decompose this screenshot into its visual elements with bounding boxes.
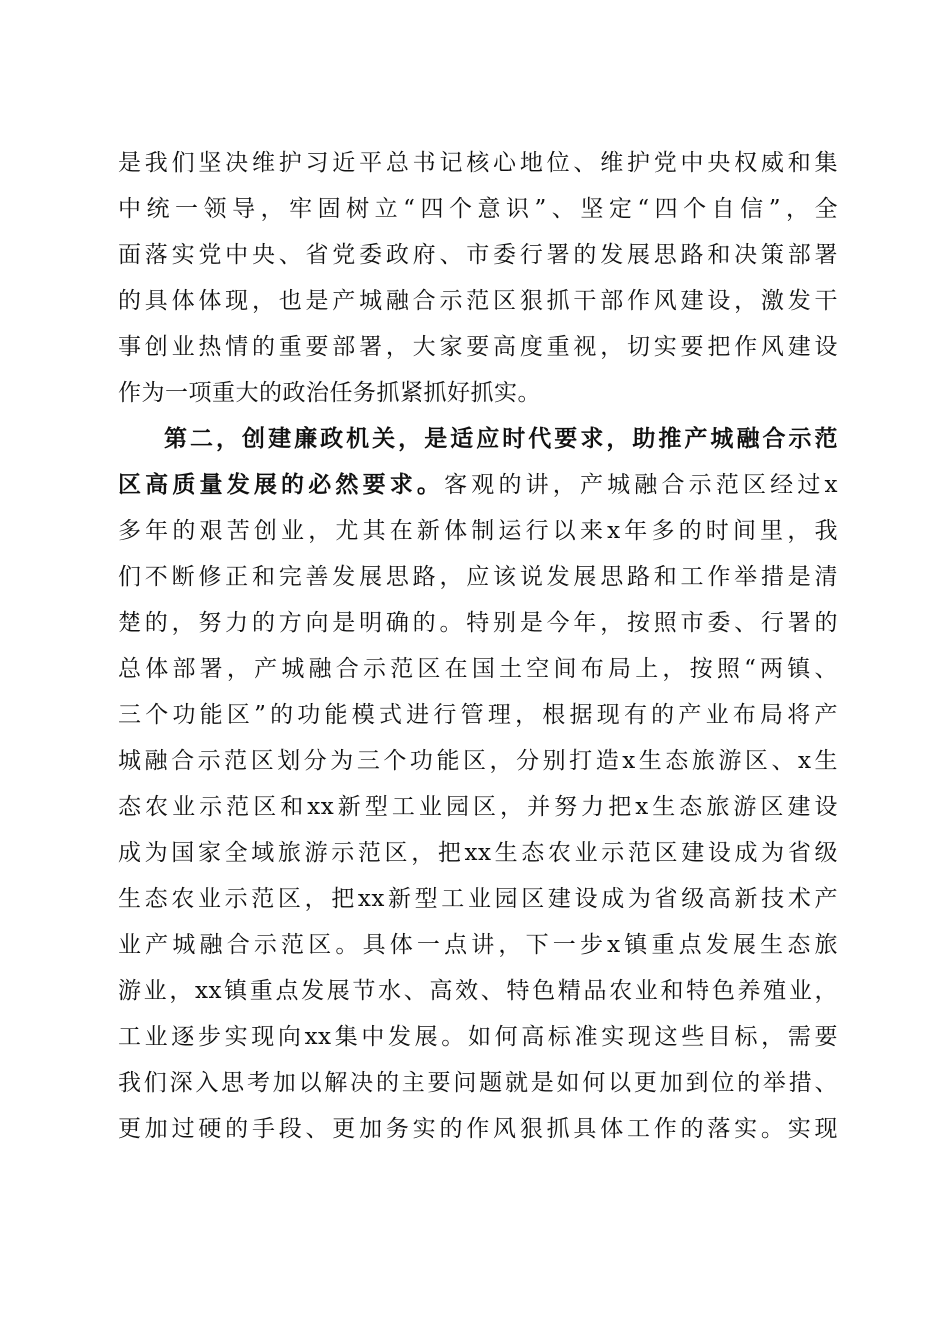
text-line: 业产城融合示范区。具体一点讲，下一步x镇重点发展生态旅 <box>118 932 838 958</box>
paragraph-2 <box>118 416 838 1152</box>
text-line: 三个功能区”的功能模式进行管理，根据现有的产业布局将产 <box>118 702 838 728</box>
text-line: 们不断修正和完善发展思路，应该说发展思路和工作举措是清 <box>118 564 838 590</box>
text-line: 作为一项重大的政治任务抓紧抓好抓实。 <box>118 380 541 406</box>
text-line: 事创业热情的重要部署，大家要高度重视，切实要把作风建设 <box>118 334 838 360</box>
paragraph-1 <box>118 140 838 416</box>
text-line: 多年的艰苦创业，尤其在新体制运行以来x年多的时间里，我 <box>118 518 838 544</box>
text-line: 态农业示范区和xx新型工业园区，并努力把x生态旅游区建设 <box>118 794 838 820</box>
text-line: 城融合示范区划分为三个功能区，分别打造x生态旅游区、x生 <box>118 748 838 774</box>
text-line-heading: 第二，创建廉政机关，是适应时代要求，助推产城融合示范 <box>164 425 838 452</box>
text-line: 的具体体现，也是产城融合示范区狠抓干部作风建设，激发干 <box>118 288 838 314</box>
text-line: 总体部署，产城融合示范区在国土空间布局上，按照“两镇、 <box>118 656 838 682</box>
text-line: 生态农业示范区，把xx新型工业园区建设成为省级高新技术产 <box>118 886 838 912</box>
text-line: 我们深入思考加以解决的主要问题就是如何以更加到位的举措、 <box>118 1070 838 1096</box>
body-text <box>118 140 838 1152</box>
text-line: 更加过硬的手段、更加务实的作风狠抓具体工作的落实。实现 <box>118 1116 838 1142</box>
heading-tail: 区高质量发展的必然要求。 <box>118 471 445 498</box>
text-line: 楚的，努力的方向是明确的。特别是今年，按照市委、行署的 <box>118 610 838 636</box>
line-rest: 客观的讲，产城融合示范区经过x <box>444 472 838 498</box>
text-line-mixed <box>118 462 838 508</box>
text-line: 面落实党中央、省党委政府、市委行署的发展思路和决策部署 <box>118 242 838 268</box>
text-line: 是我们坚决维护习近平总书记核心地位、维护党中央权威和集 <box>118 150 838 176</box>
text-line: 成为国家全域旅游示范区，把xx生态农业示范区建设成为省级 <box>118 840 838 866</box>
text-line: 工业逐步实现向xx集中发展。如何高标准实现这些目标，需要 <box>118 1024 838 1050</box>
text-line: 游业，xx镇重点发展节水、高效、特色精品农业和特色养殖业， <box>118 978 838 1004</box>
text-line: 中统一领导，牢固树立“四个意识”、坚定“四个自信”，全 <box>118 196 838 222</box>
